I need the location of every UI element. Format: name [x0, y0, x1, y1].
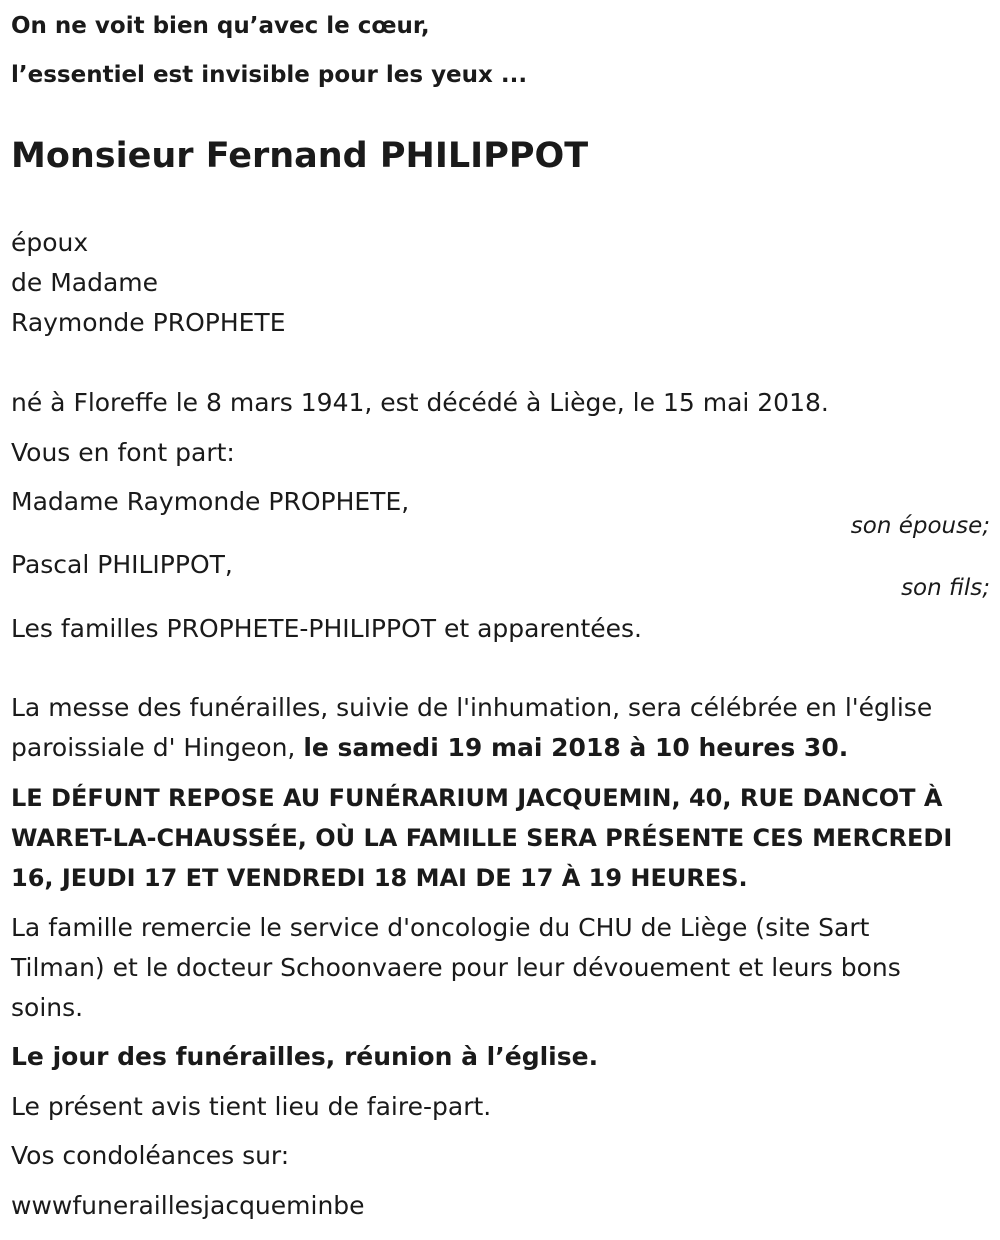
thanks-line-2: Tilman) et le docteur Schoonvaere pour leur dévouement et leurs bons — [11, 953, 901, 982]
spouse-line-2: de Madame — [11, 268, 159, 297]
mass-line-1: La messe des funérailles, suivie de l'inhumation, sera célébrée en l'église — [11, 693, 933, 722]
mass-date-text: le samedi 19 mai 2018 à 10 heures 30. — [303, 733, 849, 762]
condolences-link[interactable]: wwwfuneraillesjacqueminbe — [11, 1191, 365, 1220]
notice-line: Le présent avis tient lieu de faire-part. — [11, 1092, 492, 1121]
families-line: Les familles PROPHETE-PHILIPPOT et apparentées. — [11, 614, 642, 643]
thanks-line-3: soins. — [11, 993, 84, 1022]
deceased-name: Monsieur Fernand PHILIPPOT — [11, 136, 589, 176]
family-member-role: son épouse; — [850, 513, 990, 539]
thanks-line-1: La famille remercie le service d'oncologie du CHU de Liège (site Sart — [11, 913, 870, 942]
gathering-line: Le jour des funérailles, réunion à l’église. — [11, 1042, 599, 1071]
family-member-name: Pascal PHILIPPOT, — [11, 550, 233, 579]
announcement-intro: Vous en font part: — [11, 438, 235, 467]
funerarium-line-3: 16, JEUDI 17 ET VENDREDI 18 MAI DE 17 À 19 HEURES. — [11, 864, 748, 892]
family-member-role: son fils; — [901, 575, 990, 601]
spouse-line-3: Raymonde PROPHETE — [11, 308, 286, 337]
family-member-name: Madame Raymonde PROPHETE, — [11, 487, 410, 516]
funerarium-line-2: WARET-LA-CHAUSSÉE, OÙ LA FAMILLE SERA PRÉSENTE CES MERCREDI — [11, 824, 953, 852]
condolences-label: Vos condoléances sur: — [11, 1141, 290, 1170]
mass-line-2 — [11, 728, 848, 768]
mass-location-text: paroissiale d' Hingeon, — [11, 733, 304, 762]
spouse-line-1: époux — [11, 228, 89, 257]
quote-line-2: l’essentiel est invisible pour les yeux ... — [11, 62, 528, 88]
birth-death-line: né à Floreffe le 8 mars 1941, est décédé à Liège, le 15 mai 2018. — [11, 388, 829, 417]
funerarium-line-1: LE DÉFUNT REPOSE AU FUNÉRARIUM JACQUEMIN, 40, RUE DANCOT À — [11, 784, 943, 812]
quote-line-1: On ne voit bien qu’avec le cœur, — [11, 13, 430, 39]
